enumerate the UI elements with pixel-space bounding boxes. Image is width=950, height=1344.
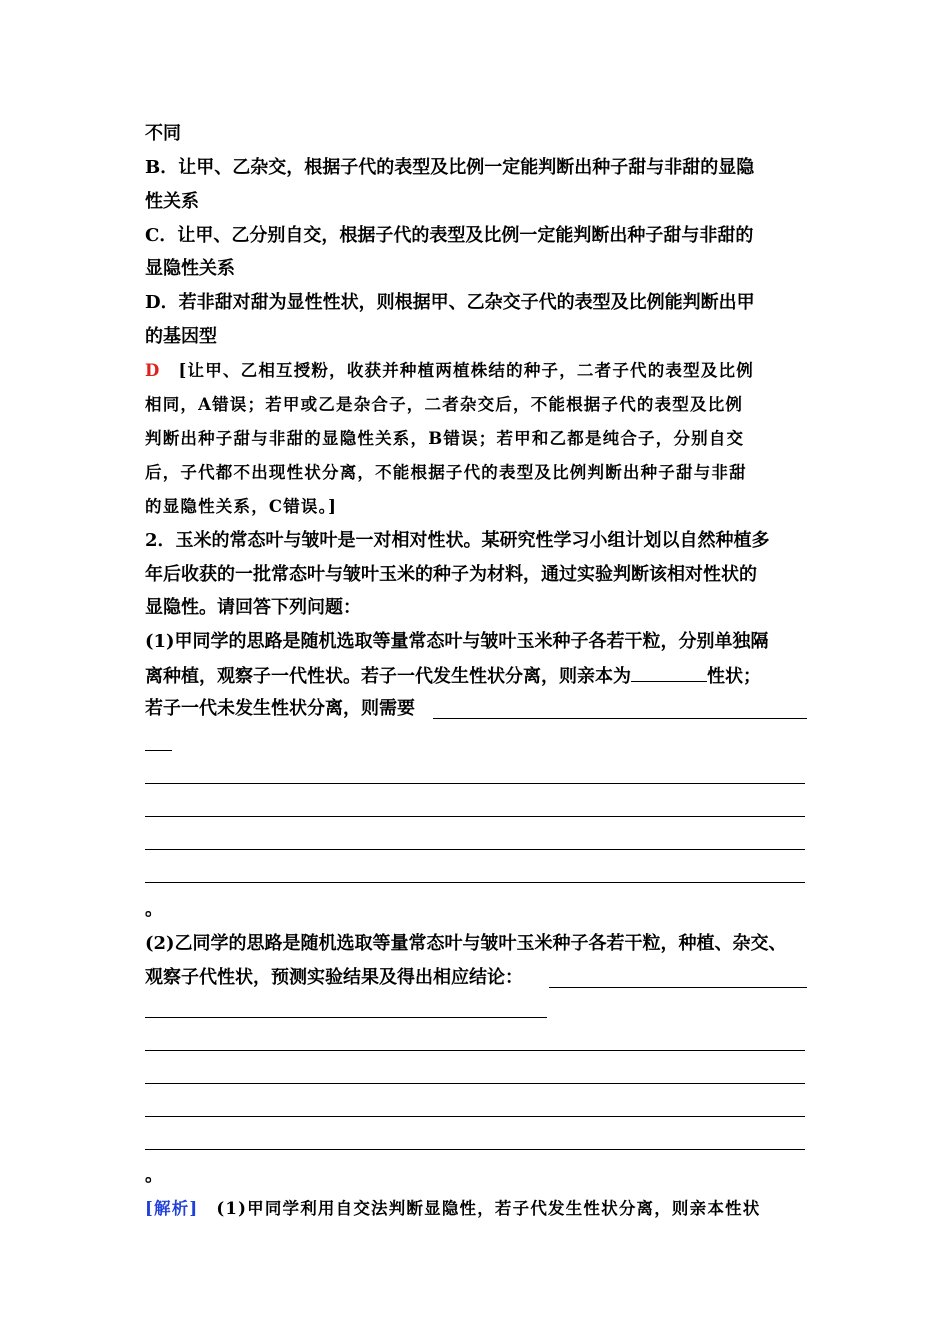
answer-blank-line[interactable] <box>145 783 805 784</box>
part2-end: 。 <box>145 1165 163 1186</box>
part1-line1: (1)甲同学的思路是随机选取等量常态叶与皱叶玉米种子各若干粒，分别单独隔 <box>145 631 769 652</box>
option-b-line2: 性关系 <box>145 191 199 212</box>
option-d-line1: D．若非甜对甜为显性性状，则根据甲、乙杂交子代的表型及比例能判断出甲 <box>145 292 755 313</box>
option-c-letter: C <box>145 225 160 246</box>
answer-blank-line[interactable] <box>145 1050 805 1051</box>
analysis-label: [解析] <box>145 1199 199 1218</box>
option-c-line1: C．让甲、乙分别自交，根据子代的表型及比例一定能判断出种子甜与非甜的 <box>145 225 754 246</box>
answer1-line3: 判断出种子甜与非甜的显隐性关系，B错误；若甲和乙都是纯合子，分别自交 <box>145 429 745 448</box>
question2-line1: 2．玉米的常态叶与皱叶是一对相对性状。某研究性学习小组计划以自然种植多 <box>145 530 770 551</box>
answer-blank-line[interactable] <box>145 1083 805 1084</box>
answer-blank-line[interactable] <box>433 718 807 719</box>
fragment-line: 不同 <box>145 123 181 144</box>
answer-blank-line[interactable] <box>145 1149 805 1150</box>
part2-line2: 观察子代性状，预测实验结果及得出相应结论： <box>145 967 523 988</box>
part1-end: 。 <box>145 899 163 920</box>
analysis-line: [解析] (1)甲同学利用自交法判断显隐性，若子代发生性状分离，则亲本性状 <box>145 1199 761 1218</box>
answer-blank-line[interactable] <box>145 750 172 751</box>
answer-blank-line[interactable] <box>145 849 805 850</box>
question2-line3: 显隐性。请回答下列问题： <box>145 597 361 618</box>
answer1-line5: 的显隐性关系，C错误。] <box>145 497 338 516</box>
answer-blank-line[interactable] <box>549 987 807 988</box>
option-d-letter: D <box>145 292 161 313</box>
option-b-letter: B <box>145 157 161 178</box>
answer-blank-line[interactable] <box>145 882 805 883</box>
answer-blank-line[interactable] <box>145 1017 547 1018</box>
answer1-line1: D [让甲、乙相互授粉，收获并种植两植株结的种子，二者子代的表型及比例 <box>145 361 754 380</box>
option-c-line2: 显隐性关系 <box>145 258 235 279</box>
answer1-line4: 后，子代都不出现性状分离，不能根据子代的表型及比例判断出种子甜与非甜 <box>145 463 747 482</box>
option-d-line2: 的基因型 <box>145 326 217 347</box>
answer-blank[interactable] <box>631 663 707 682</box>
part1-line3: 若子一代未发生性状分离，则需要 <box>145 698 415 719</box>
question2-line2: 年后收获的一批常态叶与皱叶玉米的种子为材料，通过实验判断该相对性状的 <box>145 564 757 585</box>
answer1-line2: 相同，A错误；若甲或乙是杂合子，二者杂交后，不能根据子代的表型及比例 <box>145 395 744 414</box>
part1-line2: 离种植，观察子一代性状。若子一代发生性状分离，则亲本为 性状； <box>145 663 817 687</box>
answer-blank-line[interactable] <box>145 1116 805 1117</box>
answer-letter: D <box>145 361 161 380</box>
option-b-line1: B．让甲、乙杂交，根据子代的表型及比例一定能判断出种子甜与非甜的显隐 <box>145 157 755 178</box>
part2-line1: (2)乙同学的思路是随机选取等量常态叶与皱叶玉米种子各若干粒，种植、杂交、 <box>145 933 787 954</box>
answer-blank-line[interactable] <box>145 816 805 817</box>
